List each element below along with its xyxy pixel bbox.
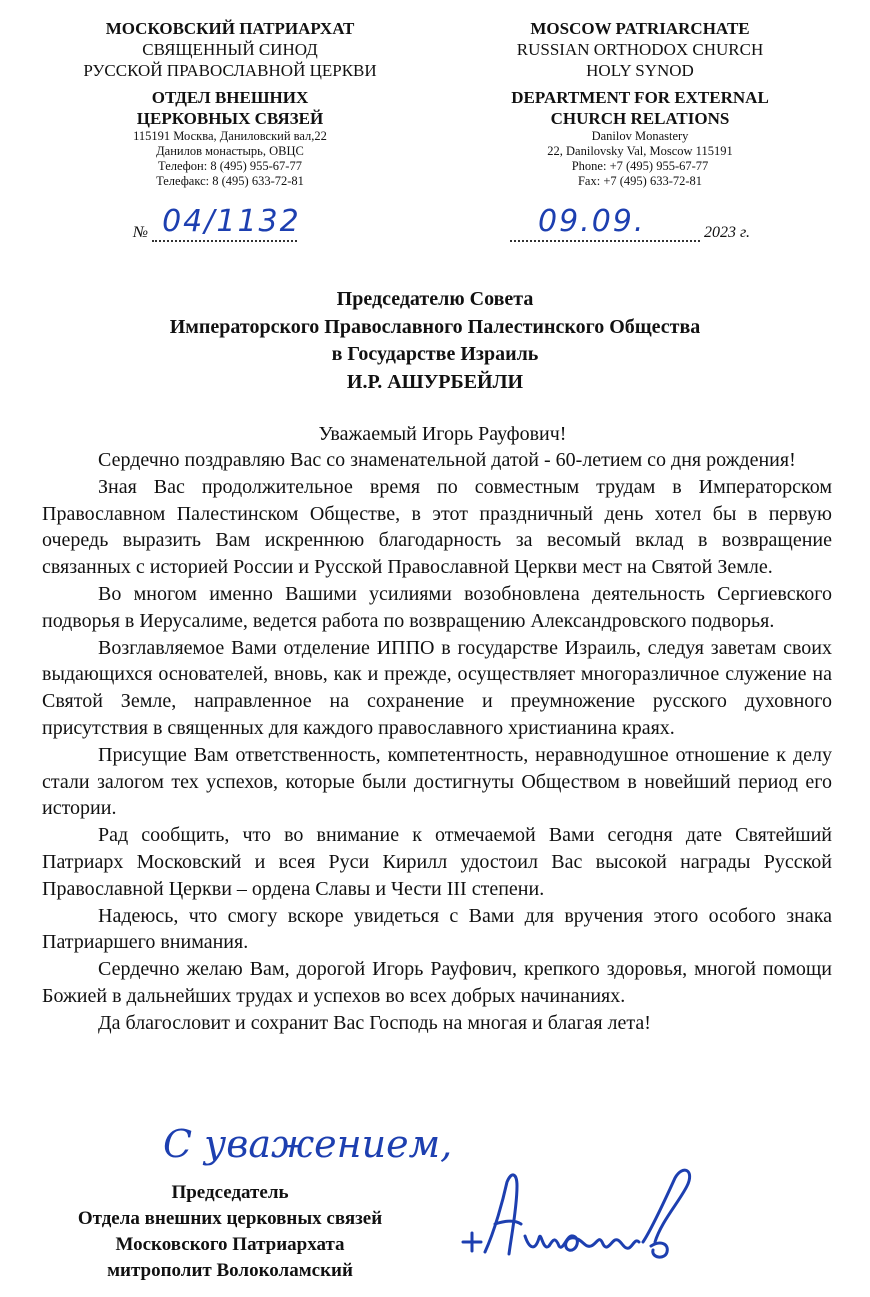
org-line: СВЯЩЕННЫЙ СИНОД — [142, 40, 318, 59]
paragraph: Зная Вас продолжительное время по совместным трудам в Императорском Православном Палестинском Обществе, в этот праздничный день хотел бы в первую очередь выразить Вам искреннюю благодарность за весомый вклад в возвращение связанных с историей России и Русской Православной Церкви мест на Святой Земле. — [42, 475, 832, 579]
org-line: HOLY SYNOD — [586, 61, 694, 80]
signature-drawing — [455, 1160, 715, 1270]
addressee-line: Председателю Совета — [336, 288, 534, 310]
signer-block — [40, 1180, 420, 1284]
addressee-name: И.Р. АШУРБЕЙЛИ — [346, 370, 524, 393]
paragraph: Сердечно желаю Вам, дорогой Игорь Рауфович, крепкого здоровья, многой помощи Божией в дальнейших трудах и успехов во всех добрых начинаниях. — [42, 958, 832, 1007]
year-suffix: 2023 г. — [704, 224, 751, 241]
letterhead-english — [455, 18, 825, 189]
address-line: Данилов монастырь, ОВЦС — [156, 144, 304, 158]
phone-line: Phone: +7 (495) 955-67-77 — [571, 159, 709, 173]
signer-line: Московского Патриархата — [115, 1234, 345, 1255]
addressee-line: в Государстве Израиль — [331, 343, 539, 365]
signer-line: Отдела внешних церковных связей — [77, 1208, 383, 1229]
letter-body — [42, 447, 832, 1037]
number-line — [152, 204, 301, 242]
address-line: Danilov Monastery — [591, 129, 689, 143]
paragraph: Да благословит и сохранит Вас Господь на многая и благая лета! — [98, 1011, 651, 1034]
dept-name: ОТДЕЛ ВНЕШНИХ — [151, 88, 309, 107]
number-label: № — [133, 224, 149, 241]
date-line — [510, 204, 700, 242]
dept-name: ЦЕРКОВНЫХ СВЯЗЕЙ — [136, 109, 324, 128]
phone-line: Телефон: 8 (495) 955-67-77 — [158, 159, 302, 173]
paragraph: Возглавляемое Вами отделение ИППО в государстве Израиль, следуя заветам своих выдающихся основателей, вновь, как и прежде, осуществляет многоразличное служение на Святой Земле, направленное на сохранение и преумножение русского духовного присутствия в священных для каждого православного христианина краях. — [42, 636, 832, 739]
paragraph: Рад сообщить, что во внимание к отмечаемой Вами сегодня дате Святейший Патриарх Московский и всея Руси Кирилл удостоил Вас высокой награды Русской Православной Церкви – ордена Славы и Чести III степени. — [42, 824, 832, 900]
org-name: MOSCOW PATRIARCHATE — [530, 19, 750, 38]
addressee-line: Императорского Православного Палестинского Общества — [169, 315, 701, 338]
letterhead-russian — [45, 18, 415, 189]
address-line: 115191 Москва, Даниловский вал,22 — [133, 129, 327, 143]
signature — [455, 1160, 715, 1275]
fax-line: Телефакс: 8 (495) 633-72-81 — [156, 174, 304, 188]
handwritten-closing: С уважением, — [163, 1122, 453, 1166]
address-line: 22, Danilovsky Val, Moscow 115191 — [547, 144, 733, 158]
paragraph: Сердечно поздравляю Вас со знаменательной датой - 60-летием со дня рождения! — [98, 449, 796, 471]
signer-line: Председатель — [171, 1182, 289, 1203]
fax-line: Fax: +7 (495) 633-72-81 — [577, 174, 703, 188]
reference-number — [133, 204, 301, 242]
paragraph: Присущие Вам ответственность, компетентность, неравнодушное отношение к делу стали залогом тех успехов, которые были достигнуты Обществом в новейший период его истории. — [42, 743, 832, 820]
org-line: RUSSIAN ORTHODOX CHURCH — [516, 40, 764, 59]
letter-date — [510, 204, 751, 242]
dept-name: DEPARTMENT FOR EXTERNAL — [511, 88, 769, 107]
org-name: МОСКОВСКИЙ ПАТРИАРХАТ — [105, 19, 355, 38]
signer-line: митрополит Волоколамский — [107, 1260, 353, 1281]
paragraph: Надеюсь, что смогу вскоре увидеться с Вами для вручения этого особого знака Патриаршего внимания. — [42, 904, 832, 954]
date-handwritten: 09.09. — [538, 204, 646, 239]
paragraph: Во многом именно Вашими усилиями возобновлена деятельность Сергиевского подворья в Иерусалиме, ведется работа по возвращению Александровского подворья. — [42, 582, 832, 632]
org-line: РУССКОЙ ПРАВОСЛАВНОЙ ЦЕРКВИ — [83, 61, 377, 80]
number-handwritten: 04/1132 — [162, 204, 301, 239]
salutation: Уважаемый Игорь Рауфович! — [318, 423, 567, 445]
addressee-block — [0, 286, 870, 396]
dept-name: CHURCH RELATIONS — [550, 109, 730, 128]
